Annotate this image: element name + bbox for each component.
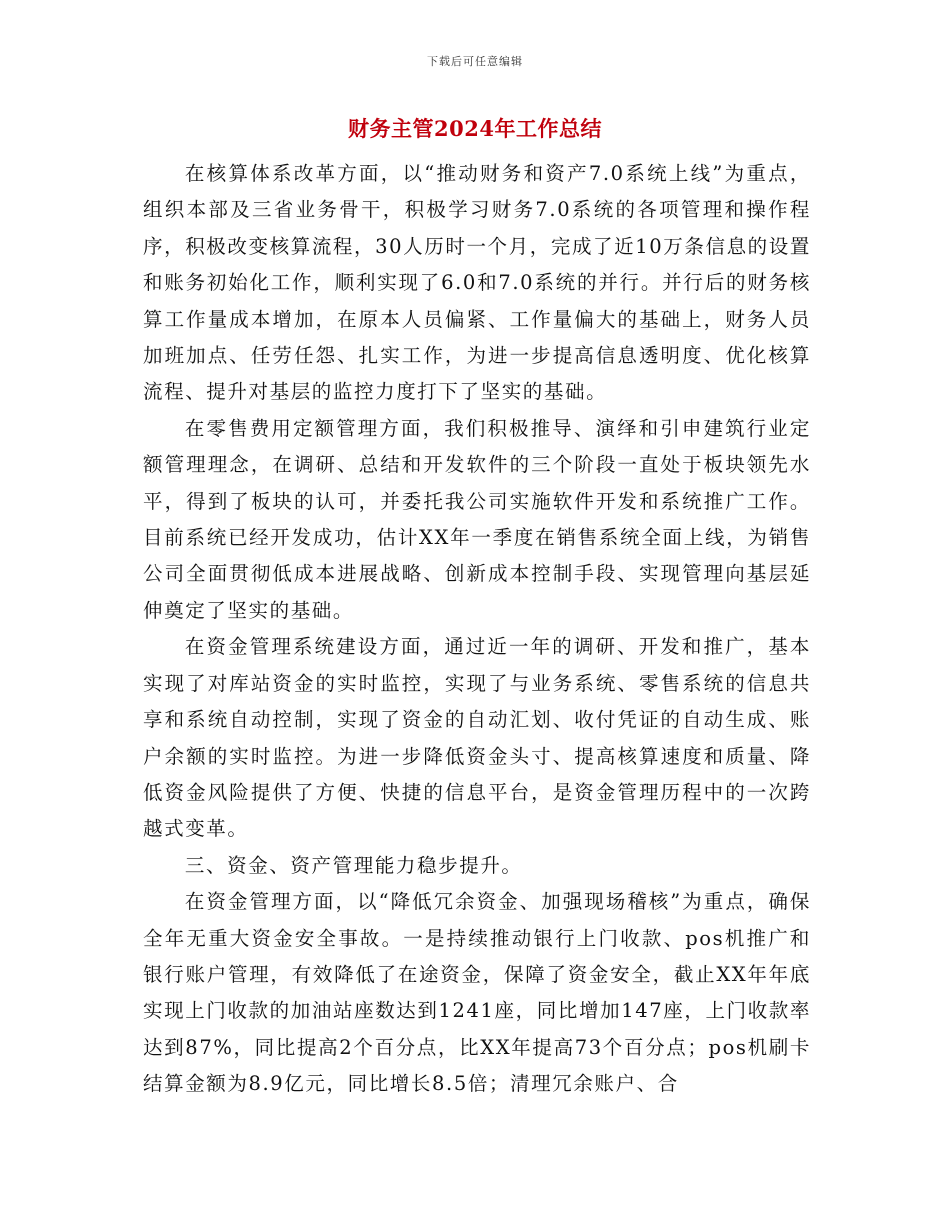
document-title: 财务主管2024年工作总结 <box>348 116 602 141</box>
paragraph-retail-quota: 在零售费用定额管理方面，我们积极推导、演绎和引申建筑行业定额管理理念，在调研、总结和开发软件的三个阶段一直处于板块领先水平，得到了板块的认可，并委托我公司实施软件开发和系统推广工作。目前系统已经开发成功，估计XX年一季度在销售系统全面上线，为销售公司全面贯彻低成本进展战略、创新成本控制手段、实现管理向基层延伸奠定了坚实的基础。 <box>143 416 811 622</box>
page-header-note: 下载后可任意编辑 <box>427 55 523 68</box>
document-body <box>143 156 811 1103</box>
section-heading-three: 三、资金、资产管理能力稳步提升。 <box>184 853 523 877</box>
paragraph-fund-management: 在资金管理方面，以“降低冗余资金、加强现场稽核”为重点，确保全年无重大资金安全事故。一是持续推动银行上门收款、pos机推广和银行账户管理，有效降低了在途资金，保障了资金安全，截止XX年年底实现上门收款的加油站座数达到1241座，同比增加147座，上门收款率达到87%，同比提高2个百分点，比XX年提高73个百分点；pos机刷卡结算金额为8.9亿元，同比增长8.5倍；清理冗余账户、合 <box>143 890 811 1096</box>
paragraph-accounting-reform: 在核算体系改革方面，以“推动财务和资产7.0系统上线”为重点，组织本部及三省业务骨干，积极学习财务7.0系统的各项管理和操作程序，积极改变核算流程，30人历时一个月，完成了近10万条信息的设置和账务初始化工作，顺利实现了6.0和7.0系统的并行。并行后的财务核算工作量成本增加，在原本人员偏紧、工作量偏大的基础上，财务人员加班加点、任劳任怨、扎实工作，为进一步提高信息透明度、优化核算流程、提升对基层的监控力度打下了坚实的基础。 <box>143 162 811 404</box>
paragraph-fund-system: 在资金管理系统建设方面，通过近一年的调研、开发和推广，基本实现了对库站资金的实时监控，实现了与业务系统、零售系统的信息共享和系统自动控制，实现了资金的自动汇划、收付凭证的自动生成、账户余额的实时监控。为进一步降低资金头寸、提高核算速度和质量、降低资金风险提供了方便、快捷的信息平台，是资金管理历程中的一次跨越式变革。 <box>143 635 811 841</box>
